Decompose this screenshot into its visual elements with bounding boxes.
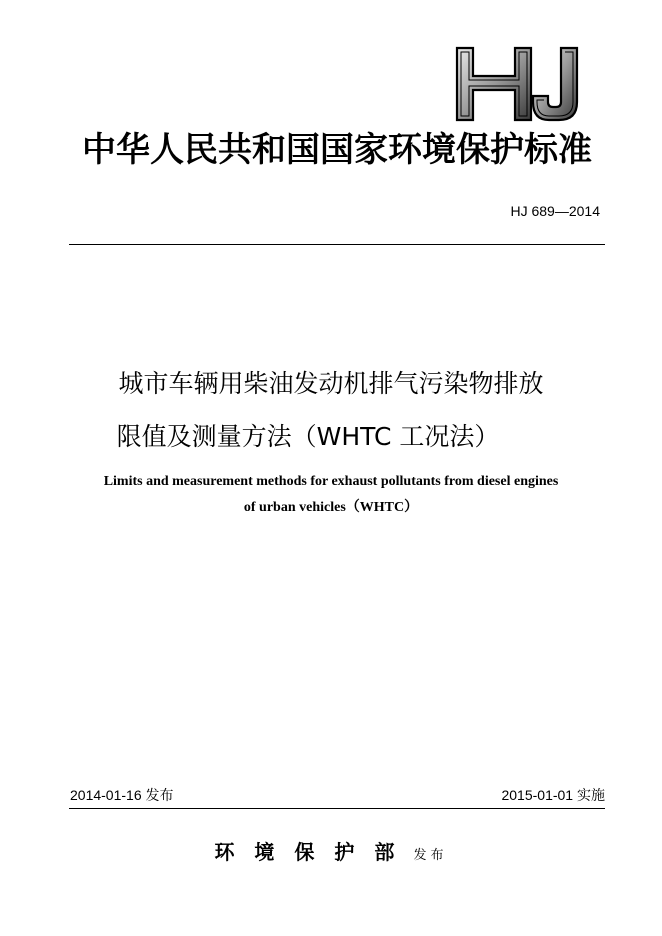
publisher-verb: 发布 [413,848,448,863]
publisher-line [0,836,662,865]
english-title-line-1: Limits and measurement methods for exhaust pollutants from diesel engines [103,474,559,489]
chinese-title-line-2: 限值及测量方法（WHTC 工况法） [116,422,500,451]
issue-date: 2014-01-16 发布 [70,787,174,803]
chinese-title-line-1: 城市车辆用柴油发动机排气污染物排放 [118,369,544,398]
hj-logo [453,44,595,124]
publisher-organization: 环境保护部 [214,840,415,864]
bottom-divider [69,808,605,809]
english-title-line-2: of urban vehicles（WHTC） [243,500,419,515]
implementation-date: 2015-01-01 实施 [501,787,605,803]
top-divider [69,244,605,245]
issuing-authority-title: 中华人民共和国国家环境保护标准 [82,130,592,170]
standard-number: HJ 689—2014 [510,203,600,219]
